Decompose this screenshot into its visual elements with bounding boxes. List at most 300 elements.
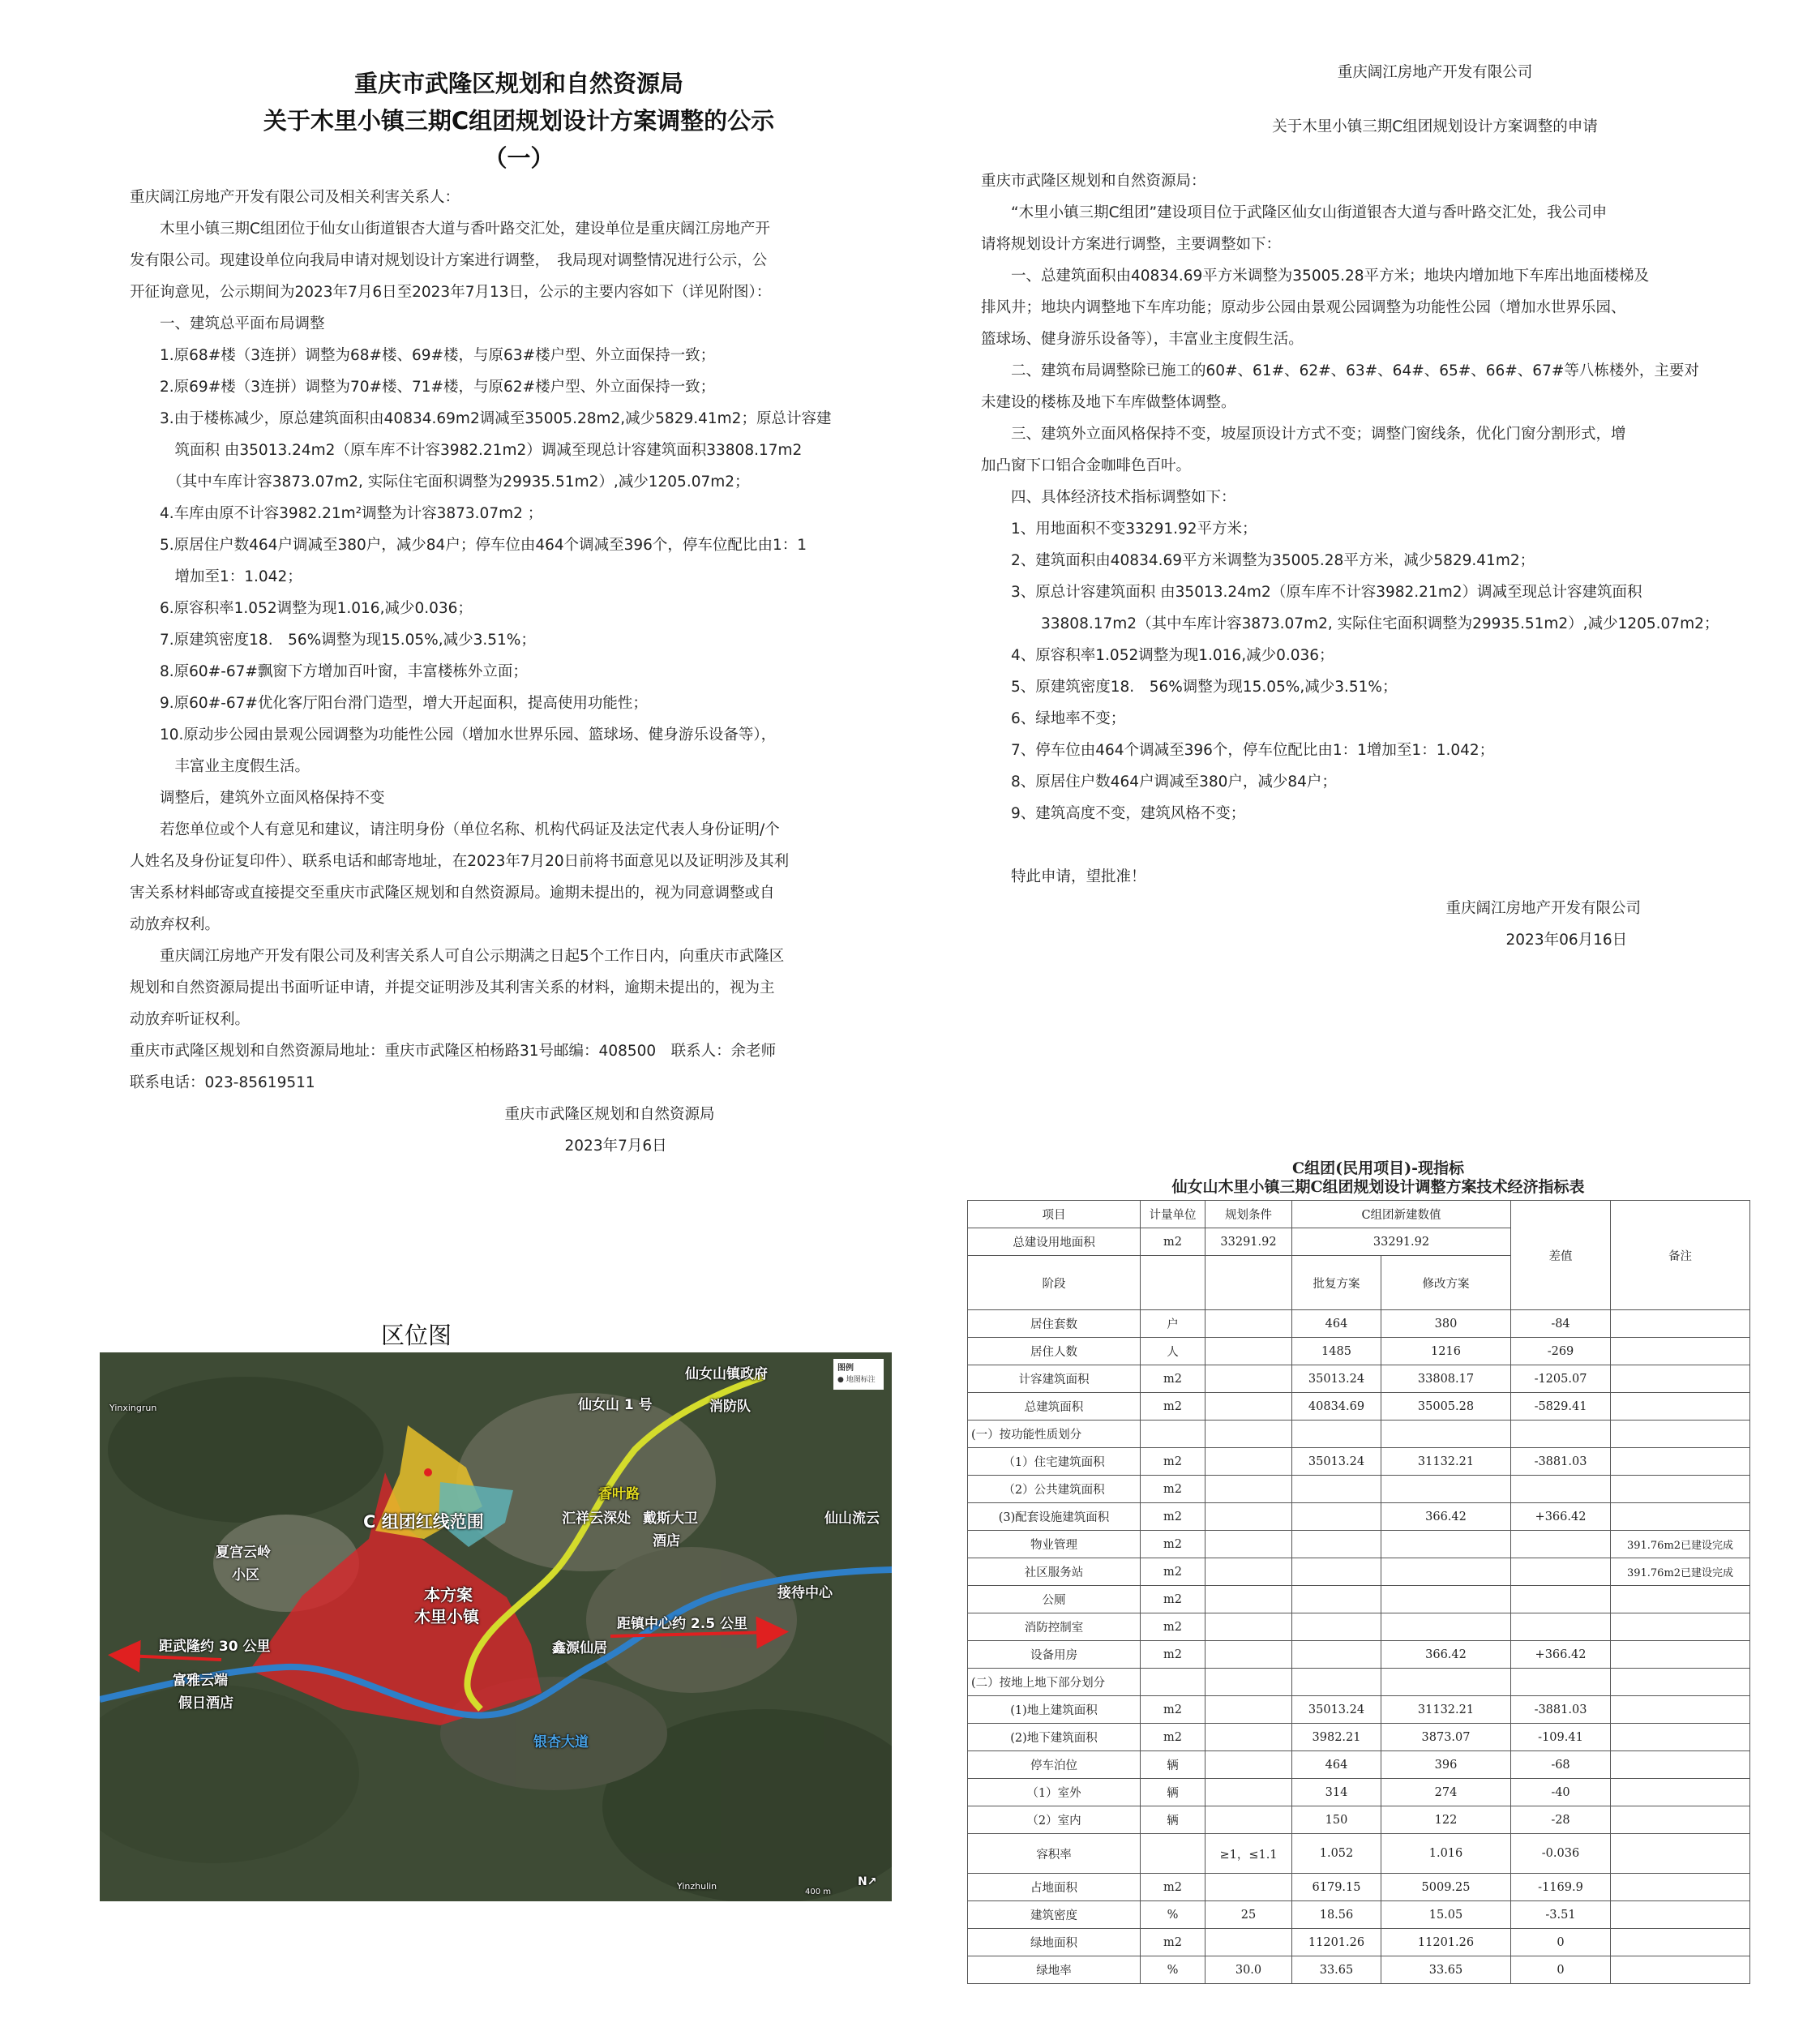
notice-line: 重庆阔江房地产开发有限公司及利害关系人可自公示期满之日起5个工作日内，向重庆市武隆区 [130,948,785,965]
notice-line: 木里小镇三期C组团位于仙女山街道银杏大道与香叶路交汇处，建设单位是重庆阔江房地产开 [130,221,770,238]
table-row [968,1641,1750,1669]
map-label-xiangye: 香叶路 [598,1486,640,1502]
map-title: 区位图 [381,1322,452,1349]
row-note [1611,1448,1750,1476]
row-unit: m2 [1141,1503,1205,1531]
application-line: 9、建筑高度不变，建筑风格不变； [981,805,1246,822]
row-approved: 1.052 [1292,1834,1381,1874]
notice-title [130,65,908,177]
location-map [100,1352,892,1901]
row-approved: 40834.69 [1292,1393,1381,1421]
header-cond: 规划条件 [1205,1201,1292,1228]
row-cond [1205,1724,1292,1751]
application-line: 二、建筑布局调整除已施工的60#、61#、62#、63#、64#、65#、66#、67#等八栋楼外，主要对 [981,362,1699,379]
row-cond [1205,1558,1292,1586]
notice-line: 2.原69#楼（3连拼）调整为70#楼、71#楼，与原62#楼户型、外立面保持一致； [130,379,716,396]
row-unit: m2 [1141,1558,1205,1586]
table-title [965,1159,1792,1197]
indicator-table [967,1200,1750,1984]
application-line: 6、绿地率不变； [981,710,1126,727]
header-note: 备注 [1611,1201,1750,1310]
row-modified: 366.42 [1381,1641,1511,1669]
row-diff: -1169.9 [1511,1874,1611,1901]
row-note [1611,1338,1750,1365]
row-cond [1205,1929,1292,1956]
table-row [968,1531,1750,1558]
row-diff: -269 [1511,1338,1611,1365]
row-cond [1205,1751,1292,1779]
notice-line: 动放弃听证权利。 [130,1011,251,1028]
row-modified [1381,1531,1511,1558]
table-row [968,1338,1750,1365]
row-item: (3)配套设施建筑面积 [968,1503,1141,1531]
table-row [968,1421,1750,1448]
public-notice [130,65,908,1162]
notice-line: 7.原建筑密度18. 56%调整为现15.05%,减少3.51%； [130,632,536,649]
row-diff: -5829.41 [1511,1393,1611,1421]
land-area-cond: 33291.92 [1205,1228,1292,1256]
application-line: 3、原总计容建筑面积 由35013.24m2（原车库不计容3982.21m2）调减至现总计容建筑面积 [981,584,1642,601]
map-label-to-center: 距镇中心约 2.5 公里 [617,1616,747,1632]
row-note [1611,1834,1750,1874]
notice-line: 调整后，建筑外立面风格保持不变 [130,790,385,807]
row-diff: 0 [1511,1929,1611,1956]
row-modified: 366.42 [1381,1503,1511,1531]
row-diff [1511,1531,1611,1558]
table-row [968,1956,1750,1984]
row-note [1611,1421,1750,1448]
notice-line: 增加至1：1.042； [130,568,302,585]
notice-line: 联系电话：023-85619511 [130,1074,315,1091]
row-note: 391.76m2已建设完成 [1611,1558,1750,1586]
row-note [1611,1641,1750,1669]
table-row [968,1310,1750,1338]
row-diff [1511,1586,1611,1613]
north-arrow-icon: N↗ [858,1875,877,1888]
row-item: （2）公共建筑面积 [968,1476,1141,1503]
header-group: C组团新建数值 [1292,1201,1511,1228]
map-scale-label: 400 m [805,1888,832,1896]
table-row [968,1558,1750,1586]
row-modified [1381,1586,1511,1613]
row-modified: 1216 [1381,1338,1511,1365]
row-cond [1205,1310,1292,1338]
row-item: （1）室外 [968,1779,1141,1806]
map-bottom-label: Yinzhulin [677,1881,717,1892]
row-diff [1511,1558,1611,1586]
notice-line: 5.原居住户数464户调减至380户，减少84户；停车位由464个调减至396个，停车位配比由1：1 [130,537,807,554]
row-item: 公厕 [968,1586,1141,1613]
row-cond [1205,1613,1292,1641]
row-note [1611,1901,1750,1929]
row-note [1611,1503,1750,1531]
row-diff [1511,1669,1611,1696]
row-unit: m2 [1141,1641,1205,1669]
row-note [1611,1956,1750,1984]
row-modified: 380 [1381,1310,1511,1338]
notice-line: 人姓名及身份证复印件）、联系电话和邮寄地址，在2023年7月20日前将书面意见以及证明涉及其利 [130,853,790,870]
row-cond [1205,1669,1292,1696]
application-line: 加凸窗下口铝合金咖啡色百叶。 [981,457,1192,474]
map-label-fire: 消防队 [709,1399,751,1415]
notice-line: 若您单位或个人有意见和建议，请注明身份（单位名称、机构代码证及法定代表人身份证明/个 [130,821,780,838]
row-note [1611,1696,1750,1724]
table-row [968,1448,1750,1476]
row-item: 绿地面积 [968,1929,1141,1956]
row-approved: 35013.24 [1292,1365,1381,1393]
map-label-project-2: 木里小镇 [414,1607,479,1626]
application-line: 重庆阔江房地产开发有限公司 [981,900,1642,917]
map-label-daisi-1: 戴斯大卫 [643,1511,698,1527]
application-company: 重庆阔江房地产开发有限公司 [1337,64,1533,81]
row-approved: 35013.24 [1292,1696,1381,1724]
row-note [1611,1586,1750,1613]
application-line: 未建设的楼栋及地下车库做整体调整。 [981,394,1236,411]
application-line [981,829,1792,861]
row-cond [1205,1476,1292,1503]
application-line: 重庆市武隆区规划和自然资源局： [981,173,1206,190]
stage-unit [1141,1256,1205,1310]
land-area-value: 33291.92 [1292,1228,1511,1256]
map-label-redline: C 组团红线范围 [363,1512,484,1532]
row-diff: -109.41 [1511,1724,1611,1751]
row-unit: 辆 [1141,1806,1205,1834]
row-item: 居住套数 [968,1310,1141,1338]
row-cond: ≥1，≤1.1 [1205,1834,1292,1874]
row-cond [1205,1806,1292,1834]
header-item: 项目 [968,1201,1141,1228]
notice-line: 发有限公司。现建设单位向我局申请对规划设计方案进行调整， 我局现对调整情况进行公示，公 [130,252,768,269]
table-row [968,1751,1750,1779]
row-approved [1292,1669,1381,1696]
map-label-yinxing: 银杏大道 [533,1734,589,1750]
row-modified: 1.016 [1381,1834,1511,1874]
row-modified [1381,1613,1511,1641]
notice-title-line: 重庆市武隆区规划和自然资源局 [353,70,683,97]
row-cond [1205,1448,1292,1476]
table-row [968,1393,1750,1421]
map-graphic [100,1352,892,1901]
row-cond [1205,1393,1292,1421]
table-row [968,1476,1750,1503]
row-cond [1205,1531,1292,1558]
notice-line: 害关系材料邮寄或直接提交至重庆市武隆区规划和自然资源局。逾期未提出的，视为同意调整或自 [130,885,775,902]
application-line: 8、原居住户数464户调减至380户，减少84户； [981,773,1337,791]
map-label-daisi-2: 酒店 [653,1533,680,1549]
map-label-to-wulong: 距武隆约 30 公里 [159,1639,271,1655]
row-approved: 6179.15 [1292,1874,1381,1901]
notice-line: 丰富业主度假生活。 [130,758,310,775]
land-area-label: 总建设用地面积 [968,1228,1141,1256]
map-label-fuya-1: 富雅云端 [173,1673,228,1689]
row-approved [1292,1558,1381,1586]
table-row [968,1696,1750,1724]
table-row [968,1929,1750,1956]
application-line: 三、建筑外立面风格保持不变，坡屋顶设计方式不变；调整门窗线条，优化门窗分割形式，增 [981,426,1626,443]
row-unit: m2 [1141,1613,1205,1641]
notice-line: 2023年7月6日 [130,1138,667,1155]
row-approved: 1485 [1292,1338,1381,1365]
notice-line: 6.原容积率1.052调整为现1.016,减少0.036； [130,600,473,617]
stage-approved: 批复方案 [1292,1256,1381,1310]
row-note [1611,1751,1750,1779]
row-diff: -0.036 [1511,1834,1611,1874]
row-cond [1205,1779,1292,1806]
row-cond [1205,1338,1292,1365]
row-approved [1292,1476,1381,1503]
map-label-xinyuan: 鑫源仙居 [552,1640,607,1656]
row-unit: m2 [1141,1724,1205,1751]
notice-line: 开征询意见，公示期间为2023年7月6日至2023年7月13日，公示的主要内容如下（详见附图）： [130,284,772,301]
row-modified: 33.65 [1381,1956,1511,1984]
map-label-xiagong-1: 夏宫云岭 [216,1545,271,1561]
row-approved: 150 [1292,1806,1381,1834]
row-approved: 3982.21 [1292,1724,1381,1751]
row-modified: 11201.26 [1381,1929,1511,1956]
map-label-xiangyun: 汇祥云深处 [562,1511,631,1527]
row-modified: 31132.21 [1381,1448,1511,1476]
row-note [1611,1669,1750,1696]
row-cond [1205,1503,1292,1531]
row-item: 容积率 [968,1834,1141,1874]
row-note [1611,1393,1750,1421]
row-item: （1）住宅建筑面积 [968,1448,1141,1476]
application-line: 请将规划设计方案进行调整，主要调整如下： [981,236,1282,253]
row-unit: m2 [1141,1531,1205,1558]
row-item: (2)地下建筑面积 [968,1724,1141,1751]
row-item: (1)地上建筑面积 [968,1696,1141,1724]
notice-line: 1.原68#楼（3连拼）调整为68#楼、69#楼，与原63#楼户型、外立面保持一致； [130,347,716,364]
application-line: 4、原容积率1.052调整为现1.016,减少0.036； [981,647,1334,664]
row-item: 社区服务站 [968,1558,1141,1586]
marker-icon [424,1468,432,1476]
row-unit: m2 [1141,1696,1205,1724]
row-diff: -68 [1511,1751,1611,1779]
row-item: 总建筑面积 [968,1393,1141,1421]
application-line: 7、停车位由464个调减至396个，停车位配比由1：1增加至1：1.042； [981,742,1495,759]
map-label-xiannvshan1: 仙女山 1 号 [578,1397,653,1413]
row-modified [1381,1476,1511,1503]
table-row [968,1834,1750,1874]
row-approved: 33.65 [1292,1956,1381,1984]
row-approved: 464 [1292,1310,1381,1338]
row-note [1611,1310,1750,1338]
row-modified: 274 [1381,1779,1511,1806]
row-item: 绿地率 [968,1956,1141,1984]
table-row [968,1669,1750,1696]
row-diff: +366.42 [1511,1641,1611,1669]
row-item: 建筑密度 [968,1901,1141,1929]
application-body [981,165,1792,956]
row-note [1611,1365,1750,1393]
row-unit [1141,1421,1205,1448]
row-unit: m2 [1141,1476,1205,1503]
row-item: 设备用房 [968,1641,1141,1669]
row-unit: m2 [1141,1393,1205,1421]
row-modified [1381,1421,1511,1448]
application-line: 5、原建筑密度18. 56%调整为现15.05%,减少3.51%； [981,679,1398,696]
notice-line: 筑面积 由35013.24m2（原车库不计容3982.21m2）调减至现总计容建筑面积33808.17m2 [130,442,803,459]
notice-line: 重庆市武隆区规划和自然资源局 [130,1106,715,1123]
application-line: 2023年06月16日 [981,932,1628,949]
row-modified: 3873.07 [1381,1724,1511,1751]
application-line: 2、建筑面积由40834.69平方米调整为35005.28平方米，减少5829.41m2； [981,552,1535,569]
notice-line: 规划和自然资源局提出书面听证申请，并提交证明涉及其利害关系的材料，逾期未提出的，视为主 [130,979,775,996]
row-item: (一）按功能性质划分 [968,1421,1141,1448]
row-approved [1292,1641,1381,1669]
notice-body [130,182,908,1162]
row-unit: 辆 [1141,1779,1205,1806]
row-approved: 35013.24 [1292,1448,1381,1476]
table-row [968,1874,1750,1901]
row-item: 居住人数 [968,1338,1141,1365]
row-modified: 31132.21 [1381,1696,1511,1724]
application-line: 四、具体经济技术指标调整如下： [981,489,1236,506]
notice-title-line: 关于木里小镇三期C组团规划设计方案调整的公示 [263,107,775,135]
notice-line: 9.原60#-67#优化客厅阳台滑门造型，增大开起面积，提高使用功能性； [130,695,648,712]
map-label-xiagong-2: 小区 [232,1567,259,1583]
notice-line: 10.原动步公园由景观公园调整为功能性公园（增加水世界乐园、篮球场、健身游乐设备等）， [130,726,777,743]
row-unit [1141,1669,1205,1696]
row-unit: % [1141,1901,1205,1929]
row-diff: -28 [1511,1806,1611,1834]
row-item: 占地面积 [968,1874,1141,1901]
row-approved: 464 [1292,1751,1381,1779]
notice-line: 8.原60#-67#飘窗下方增加百叶窗，丰富楼栋外立面； [130,663,528,680]
row-approved: 314 [1292,1779,1381,1806]
row-note [1611,1806,1750,1834]
application-line: 排风井；地块内调整地下车库功能；原动步公园由景观公园调整为功能性公园（增加水世界乐园、 [981,299,1626,316]
row-diff [1511,1613,1611,1641]
row-note [1611,1476,1750,1503]
notice-line: 4.车库由原不计容3982.21m²调整为计容3873.07m2 ； [130,505,543,522]
row-item: 消防控制室 [968,1613,1141,1641]
row-item: 物业管理 [968,1531,1141,1558]
row-note [1611,1929,1750,1956]
row-diff: -3881.03 [1511,1696,1611,1724]
notice-title-line: （一） [483,144,555,172]
table-title-line-1: C组团(民用项目)-现指标 [1292,1159,1464,1177]
row-cond: 25 [1205,1901,1292,1929]
table-title-line-2: 仙女山木里小镇三期C组团规划设计调整方案技术经济指标表 [1171,1178,1585,1196]
map-label-liuyun: 仙山流云 [824,1511,880,1527]
notice-line: 动放弃权利。 [130,916,221,933]
row-approved [1292,1421,1381,1448]
row-unit [1141,1834,1205,1874]
row-note [1611,1613,1750,1641]
row-modified: 15.05 [1381,1901,1511,1929]
row-cond [1205,1421,1292,1448]
stage-cond [1205,1256,1292,1310]
application-line: 篮球场、健身游乐设备等），丰富业主度假生活。 [981,331,1304,348]
application-line: 特此申请，望批准！ [981,868,1146,885]
table-row [968,1613,1750,1641]
row-diff: -40 [1511,1779,1611,1806]
row-unit: m2 [1141,1448,1205,1476]
table-row [968,1503,1750,1531]
row-modified [1381,1558,1511,1586]
notice-line: 一、建筑总平面布局调整 [130,315,325,332]
row-modified: 5009.25 [1381,1874,1511,1901]
row-approved [1292,1531,1381,1558]
application-line: 1、用地面积不变33291.92平方米； [981,521,1257,538]
row-diff [1511,1476,1611,1503]
header-unit: 计量单位 [1141,1201,1205,1228]
table-row [968,1901,1750,1929]
table-row [968,1806,1750,1834]
map-label-fuya-2: 假日酒店 [178,1695,233,1712]
table-row [968,1724,1750,1751]
row-diff: -3881.03 [1511,1448,1611,1476]
row-cond [1205,1586,1292,1613]
header-diff: 差值 [1511,1201,1611,1310]
map-label-government: 仙女山镇政府 [685,1366,768,1382]
map-label-project-1: 本方案 [424,1585,473,1605]
row-cond: 30.0 [1205,1956,1292,1984]
stage-label: 阶段 [968,1256,1141,1310]
row-diff: +366.42 [1511,1503,1611,1531]
application-line: 一、总建筑面积由40834.69平方米调整为35005.28平方米；地块内增加地下车库出地面楼梯及 [981,268,1650,285]
row-cond [1205,1365,1292,1393]
notice-line: （其中车库计容3873.07m2, 实际住宅面积调整为29935.51m2）,减少1205.07m2； [130,474,750,491]
row-approved [1292,1613,1381,1641]
table-row [968,1586,1750,1613]
row-unit: m2 [1141,1586,1205,1613]
application-line: 33808.17m2（其中车库计容3873.07m2, 实际住宅面积调整为29935.51m2）,减少1205.07m2； [981,615,1719,632]
row-approved: 18.56 [1292,1901,1381,1929]
row-unit: % [1141,1956,1205,1984]
stage-modified: 修改方案 [1381,1256,1511,1310]
table-row [968,1779,1750,1806]
row-cond [1205,1874,1292,1901]
map-label-reception: 接待中心 [777,1585,833,1601]
row-diff: 0 [1511,1956,1611,1984]
row-modified: 35005.28 [1381,1393,1511,1421]
map-corner-label: Yinxingrun [109,1403,157,1413]
notice-line: 重庆阔江房地产开发有限公司及相关利害关系人： [130,189,460,206]
row-approved [1292,1586,1381,1613]
land-area-unit: m2 [1141,1228,1205,1256]
row-unit: m2 [1141,1874,1205,1901]
row-note [1611,1874,1750,1901]
row-cond [1205,1696,1292,1724]
row-cond [1205,1641,1292,1669]
row-unit: 人 [1141,1338,1205,1365]
row-item: 计容建筑面积 [968,1365,1141,1393]
application-line: “木里小镇三期C组团”建设项目位于武隆区仙女山街道银杏大道与香叶路交汇处，我公司申 [981,204,1608,221]
application-letter [981,57,1792,956]
row-approved [1292,1503,1381,1531]
row-item: (二）按地上地下部分划分 [968,1669,1141,1696]
row-modified: 122 [1381,1806,1511,1834]
row-unit: 辆 [1141,1751,1205,1779]
row-approved: 11201.26 [1292,1929,1381,1956]
row-unit: m2 [1141,1929,1205,1956]
row-note: 391.76m2已建设完成 [1611,1531,1750,1558]
row-diff: -84 [1511,1310,1611,1338]
row-modified [1381,1669,1511,1696]
row-diff: -3.51 [1511,1901,1611,1929]
row-item: （2）室内 [968,1806,1141,1834]
notice-line: 重庆市武隆区规划和自然资源局地址：重庆市武隆区柏杨路31号邮编：408500 联系人：余老师 [130,1043,777,1060]
table-header-row [968,1201,1750,1228]
notice-line: 3.由于楼栋减少，原总建筑面积由40834.69m2调减至35005.28m2,减少5829.41m2；原总计容建 [130,410,832,427]
row-note [1611,1724,1750,1751]
row-unit: m2 [1141,1365,1205,1393]
row-diff: -1205.07 [1511,1365,1611,1393]
row-modified: 396 [1381,1751,1511,1779]
row-item: 停车泊位 [968,1751,1141,1779]
